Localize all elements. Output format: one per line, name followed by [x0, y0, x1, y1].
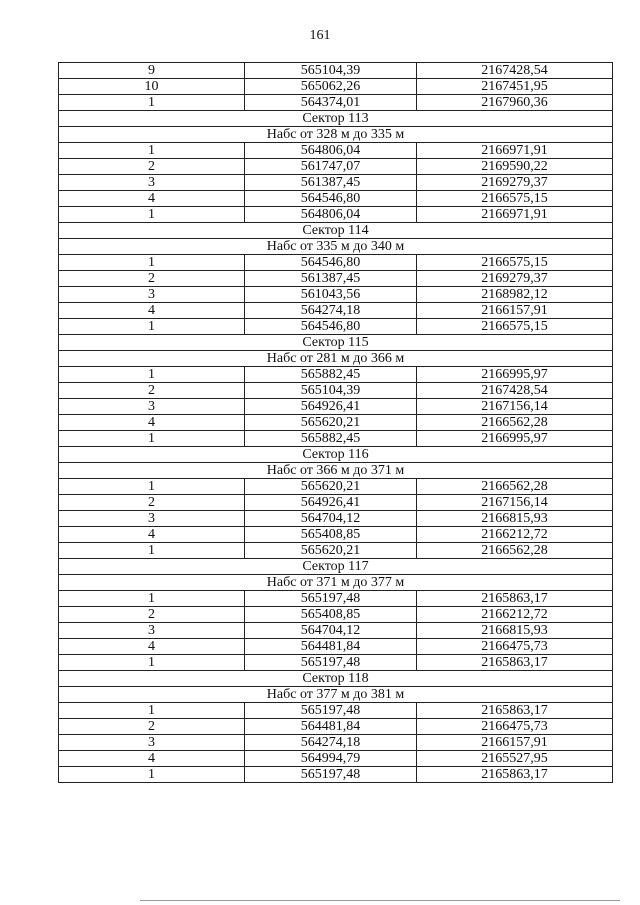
y-coordinate-cell: 2166995,97	[417, 431, 613, 447]
x-coordinate-cell: 564481,84	[245, 719, 417, 735]
point-number-cell: 1	[59, 591, 245, 607]
y-coordinate-cell: 2165863,17	[417, 767, 613, 783]
table-row	[59, 399, 613, 415]
section-header-row	[59, 223, 613, 239]
section-header-cell: Набс от 366 м до 371 м	[59, 463, 613, 479]
point-number-cell: 4	[59, 303, 245, 319]
table-row	[59, 607, 613, 623]
y-coordinate-cell: 2169279,37	[417, 271, 613, 287]
x-coordinate-cell: 564546,80	[245, 255, 417, 271]
table-row	[59, 431, 613, 447]
y-coordinate-cell: 2167156,14	[417, 399, 613, 415]
x-coordinate-cell: 561387,45	[245, 271, 417, 287]
section-header-cell: Набс от 281 м до 366 м	[59, 351, 613, 367]
y-coordinate-cell: 2166575,15	[417, 319, 613, 335]
x-coordinate-cell: 564546,80	[245, 191, 417, 207]
x-coordinate-cell: 565620,21	[245, 415, 417, 431]
y-coordinate-cell: 2169279,37	[417, 175, 613, 191]
table-row	[59, 367, 613, 383]
x-coordinate-cell: 565104,39	[245, 63, 417, 79]
y-coordinate-cell: 2166475,73	[417, 639, 613, 655]
section-header-cell: Сектор 117	[59, 559, 613, 575]
y-coordinate-cell: 2166995,97	[417, 367, 613, 383]
x-coordinate-cell: 564926,41	[245, 399, 417, 415]
x-coordinate-cell: 565408,85	[245, 527, 417, 543]
x-coordinate-cell: 564481,84	[245, 639, 417, 655]
table-row	[59, 319, 613, 335]
section-header-cell: Сектор 113	[59, 111, 613, 127]
y-coordinate-cell: 2165527,95	[417, 751, 613, 767]
y-coordinate-cell: 2168982,12	[417, 287, 613, 303]
y-coordinate-cell: 2166971,91	[417, 207, 613, 223]
table-row	[59, 527, 613, 543]
table-row	[59, 63, 613, 79]
y-coordinate-cell: 2166815,93	[417, 623, 613, 639]
section-header-row	[59, 335, 613, 351]
section-header-row	[59, 559, 613, 575]
coordinates-table-body	[59, 63, 613, 783]
table-row	[59, 639, 613, 655]
y-coordinate-cell: 2166562,28	[417, 543, 613, 559]
x-coordinate-cell: 565104,39	[245, 383, 417, 399]
x-coordinate-cell: 565882,45	[245, 431, 417, 447]
y-coordinate-cell: 2166562,28	[417, 415, 613, 431]
y-coordinate-cell: 2167960,36	[417, 95, 613, 111]
y-coordinate-cell: 2167451,95	[417, 79, 613, 95]
y-coordinate-cell: 2165863,17	[417, 655, 613, 671]
point-number-cell: 3	[59, 175, 245, 191]
table-row	[59, 719, 613, 735]
x-coordinate-cell: 565408,85	[245, 607, 417, 623]
section-header-cell: Сектор 118	[59, 671, 613, 687]
table-row	[59, 287, 613, 303]
y-coordinate-cell: 2167428,54	[417, 63, 613, 79]
section-header-cell: Набс от 335 м до 340 м	[59, 239, 613, 255]
table-row	[59, 655, 613, 671]
table-row	[59, 159, 613, 175]
table-row	[59, 143, 613, 159]
point-number-cell: 4	[59, 751, 245, 767]
table-row	[59, 495, 613, 511]
section-header-cell: Сектор 115	[59, 335, 613, 351]
y-coordinate-cell: 2166157,91	[417, 303, 613, 319]
x-coordinate-cell: 564926,41	[245, 495, 417, 511]
table-row	[59, 703, 613, 719]
point-number-cell: 1	[59, 143, 245, 159]
table-row	[59, 383, 613, 399]
section-header-row	[59, 671, 613, 687]
point-number-cell: 3	[59, 399, 245, 415]
y-coordinate-cell: 2166212,72	[417, 527, 613, 543]
section-header-row	[59, 351, 613, 367]
table-row	[59, 95, 613, 111]
table-row	[59, 767, 613, 783]
point-number-cell: 1	[59, 431, 245, 447]
point-number-cell: 4	[59, 527, 245, 543]
table-row	[59, 303, 613, 319]
table-row	[59, 415, 613, 431]
point-number-cell: 4	[59, 639, 245, 655]
x-coordinate-cell: 565882,45	[245, 367, 417, 383]
point-number-cell: 1	[59, 207, 245, 223]
x-coordinate-cell: 564994,79	[245, 751, 417, 767]
y-coordinate-cell: 2169590,22	[417, 159, 613, 175]
point-number-cell: 2	[59, 271, 245, 287]
x-coordinate-cell: 565620,21	[245, 543, 417, 559]
point-number-cell: 2	[59, 719, 245, 735]
y-coordinate-cell: 2165863,17	[417, 703, 613, 719]
section-header-row	[59, 687, 613, 703]
y-coordinate-cell: 2166815,93	[417, 511, 613, 527]
table-row	[59, 479, 613, 495]
y-coordinate-cell: 2166562,28	[417, 479, 613, 495]
x-coordinate-cell: 565620,21	[245, 479, 417, 495]
x-coordinate-cell: 564546,80	[245, 319, 417, 335]
table-row	[59, 623, 613, 639]
y-coordinate-cell: 2165863,17	[417, 591, 613, 607]
point-number-cell: 1	[59, 767, 245, 783]
point-number-cell: 1	[59, 319, 245, 335]
point-number-cell: 1	[59, 655, 245, 671]
table-row	[59, 511, 613, 527]
point-number-cell: 2	[59, 383, 245, 399]
x-coordinate-cell: 564806,04	[245, 143, 417, 159]
table-row	[59, 735, 613, 751]
x-coordinate-cell: 564374,01	[245, 95, 417, 111]
point-number-cell: 10	[59, 79, 245, 95]
x-coordinate-cell: 565197,48	[245, 703, 417, 719]
point-number-cell: 1	[59, 367, 245, 383]
x-coordinate-cell: 564704,12	[245, 623, 417, 639]
point-number-cell: 1	[59, 95, 245, 111]
x-coordinate-cell: 564806,04	[245, 207, 417, 223]
table-row	[59, 175, 613, 191]
section-header-row	[59, 239, 613, 255]
x-coordinate-cell: 564704,12	[245, 511, 417, 527]
table-row	[59, 751, 613, 767]
y-coordinate-cell: 2167428,54	[417, 383, 613, 399]
x-coordinate-cell: 561043,56	[245, 287, 417, 303]
table-row	[59, 207, 613, 223]
point-number-cell: 3	[59, 623, 245, 639]
section-header-cell: Сектор 116	[59, 447, 613, 463]
point-number-cell: 2	[59, 159, 245, 175]
y-coordinate-cell: 2166475,73	[417, 719, 613, 735]
point-number-cell: 4	[59, 191, 245, 207]
point-number-cell: 1	[59, 255, 245, 271]
point-number-cell: 2	[59, 495, 245, 511]
table-row	[59, 191, 613, 207]
point-number-cell: 9	[59, 63, 245, 79]
point-number-cell: 1	[59, 479, 245, 495]
x-coordinate-cell: 561387,45	[245, 175, 417, 191]
x-coordinate-cell: 565062,26	[245, 79, 417, 95]
table-row	[59, 271, 613, 287]
table-row	[59, 543, 613, 559]
point-number-cell: 1	[59, 543, 245, 559]
section-header-row	[59, 575, 613, 591]
x-coordinate-cell: 565197,48	[245, 655, 417, 671]
coordinates-table	[58, 62, 613, 783]
table-row	[59, 255, 613, 271]
bottom-rule	[140, 900, 620, 901]
point-number-cell: 3	[59, 511, 245, 527]
section-header-cell: Набс от 328 м до 335 м	[59, 127, 613, 143]
x-coordinate-cell: 565197,48	[245, 767, 417, 783]
section-header-row	[59, 127, 613, 143]
point-number-cell: 2	[59, 607, 245, 623]
y-coordinate-cell: 2166575,15	[417, 255, 613, 271]
point-number-cell: 1	[59, 703, 245, 719]
section-header-cell: Набс от 371 м до 377 м	[59, 575, 613, 591]
y-coordinate-cell: 2166971,91	[417, 143, 613, 159]
y-coordinate-cell: 2166157,91	[417, 735, 613, 751]
y-coordinate-cell: 2166212,72	[417, 607, 613, 623]
section-header-cell: Сектор 114	[59, 223, 613, 239]
point-number-cell: 3	[59, 287, 245, 303]
page-number: 161	[309, 28, 331, 43]
x-coordinate-cell: 564274,18	[245, 735, 417, 751]
y-coordinate-cell: 2166575,15	[417, 191, 613, 207]
point-number-cell: 3	[59, 735, 245, 751]
section-header-row	[59, 463, 613, 479]
table-row	[59, 79, 613, 95]
x-coordinate-cell: 565197,48	[245, 591, 417, 607]
section-header-row	[59, 447, 613, 463]
section-header-row	[59, 111, 613, 127]
x-coordinate-cell: 564274,18	[245, 303, 417, 319]
point-number-cell: 4	[59, 415, 245, 431]
y-coordinate-cell: 2167156,14	[417, 495, 613, 511]
table-row	[59, 591, 613, 607]
section-header-cell: Набс от 377 м до 381 м	[59, 687, 613, 703]
x-coordinate-cell: 561747,07	[245, 159, 417, 175]
